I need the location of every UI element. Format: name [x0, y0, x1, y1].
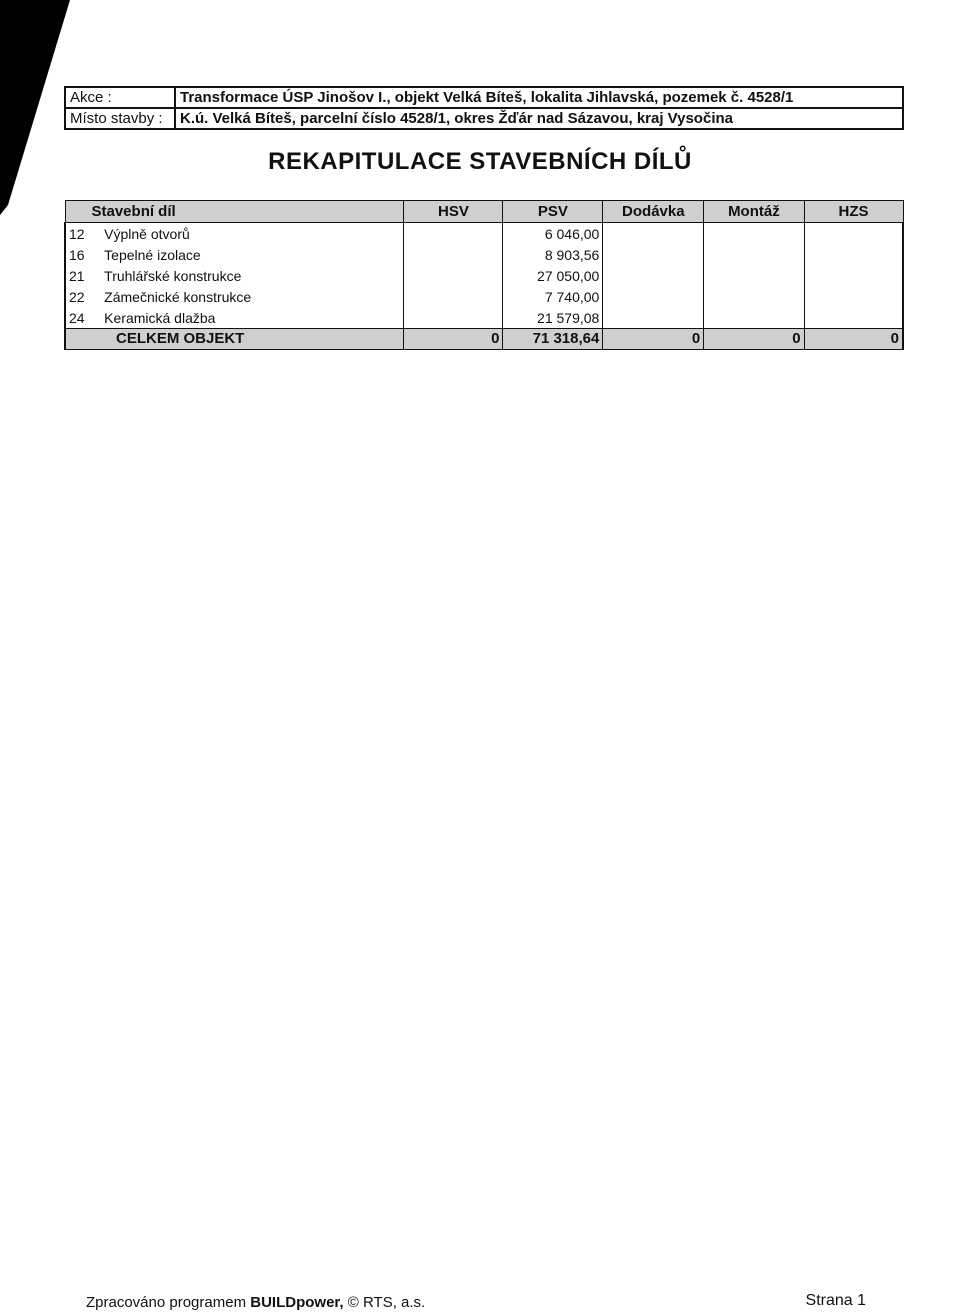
page-title: REKAPITULACE STAVEBNÍCH DÍLŮ — [268, 148, 692, 175]
row-code: 24 — [65, 307, 101, 329]
total-row — [65, 329, 903, 350]
table-row — [65, 286, 903, 307]
row-psv: 6 046,00 — [503, 223, 603, 245]
total-montaz: 0 — [704, 329, 804, 350]
row-dodavka — [603, 223, 704, 245]
row-psv: 27 050,00 — [503, 265, 603, 286]
total-dodavka: 0 — [603, 329, 704, 350]
footer-prefix: Zpracováno programem — [86, 1294, 251, 1311]
project-action-row — [65, 87, 903, 108]
row-name: Zámečnické konstrukce — [101, 286, 404, 307]
table-row — [65, 307, 903, 329]
table-header-row — [65, 201, 903, 223]
row-hzs — [804, 286, 903, 307]
footer-program-name: BUILDpower, — [250, 1294, 344, 1311]
column-header-hsv: HSV — [404, 201, 503, 223]
row-montaz — [704, 244, 804, 265]
column-header-part: Stavební díl — [65, 201, 404, 223]
row-code: 22 — [65, 286, 101, 307]
row-psv: 7 740,00 — [503, 286, 603, 307]
row-hzs — [804, 244, 903, 265]
row-hzs — [804, 307, 903, 329]
row-montaz — [704, 265, 804, 286]
row-psv: 21 579,08 — [503, 307, 603, 329]
row-name: Výplně otvorů — [101, 223, 404, 245]
total-label: CELKEM OBJEKT — [65, 329, 404, 350]
row-code: 21 — [65, 265, 101, 286]
row-dodavka — [603, 244, 704, 265]
total-hzs: 0 — [804, 329, 903, 350]
row-code: 16 — [65, 244, 101, 265]
total-hsv: 0 — [404, 329, 503, 350]
row-dodavka — [603, 286, 704, 307]
total-psv: 71 318,64 — [503, 329, 603, 350]
row-hsv — [404, 223, 503, 245]
footer-program-note — [86, 1294, 425, 1311]
row-montaz — [704, 223, 804, 245]
row-hsv — [404, 307, 503, 329]
column-header-hzs: HZS — [804, 201, 903, 223]
row-code: 12 — [65, 223, 101, 245]
row-dodavka — [603, 265, 704, 286]
footer-suffix: © RTS, a.s. — [343, 1294, 426, 1311]
row-hzs — [804, 223, 903, 245]
project-header — [64, 86, 904, 130]
column-header-dodavka: Dodávka — [603, 201, 704, 223]
row-dodavka — [603, 307, 704, 329]
row-hzs — [804, 265, 903, 286]
scan-edge-shadow — [0, 0, 70, 220]
row-montaz — [704, 286, 804, 307]
row-name: Keramická dlažba — [101, 307, 404, 329]
project-place-row — [65, 108, 903, 129]
action-label: Akce : — [65, 87, 175, 108]
row-psv: 8 903,56 — [503, 244, 603, 265]
row-montaz — [704, 307, 804, 329]
row-name: Tepelné izolace — [101, 244, 404, 265]
row-name: Truhlářské konstrukce — [101, 265, 404, 286]
table-row — [65, 244, 903, 265]
table-row — [65, 223, 903, 245]
row-hsv — [404, 265, 503, 286]
row-hsv — [404, 244, 503, 265]
place-label: Místo stavby : — [65, 108, 175, 129]
page-number: Strana 1 — [805, 1292, 866, 1309]
place-value: K.ú. Velká Bíteš, parcelní číslo 4528/1, okres Žďár nad Sázavou, kraj Vysočina — [175, 108, 903, 129]
row-hsv — [404, 286, 503, 307]
recap-table — [64, 200, 904, 350]
column-header-montaz: Montáž — [704, 201, 804, 223]
action-value: Transformace ÚSP Jinošov I., objekt Velká Bíteš, lokalita Jihlavská, pozemek č. 4528/1 — [175, 87, 903, 108]
table-row — [65, 265, 903, 286]
column-header-psv: PSV — [503, 201, 603, 223]
